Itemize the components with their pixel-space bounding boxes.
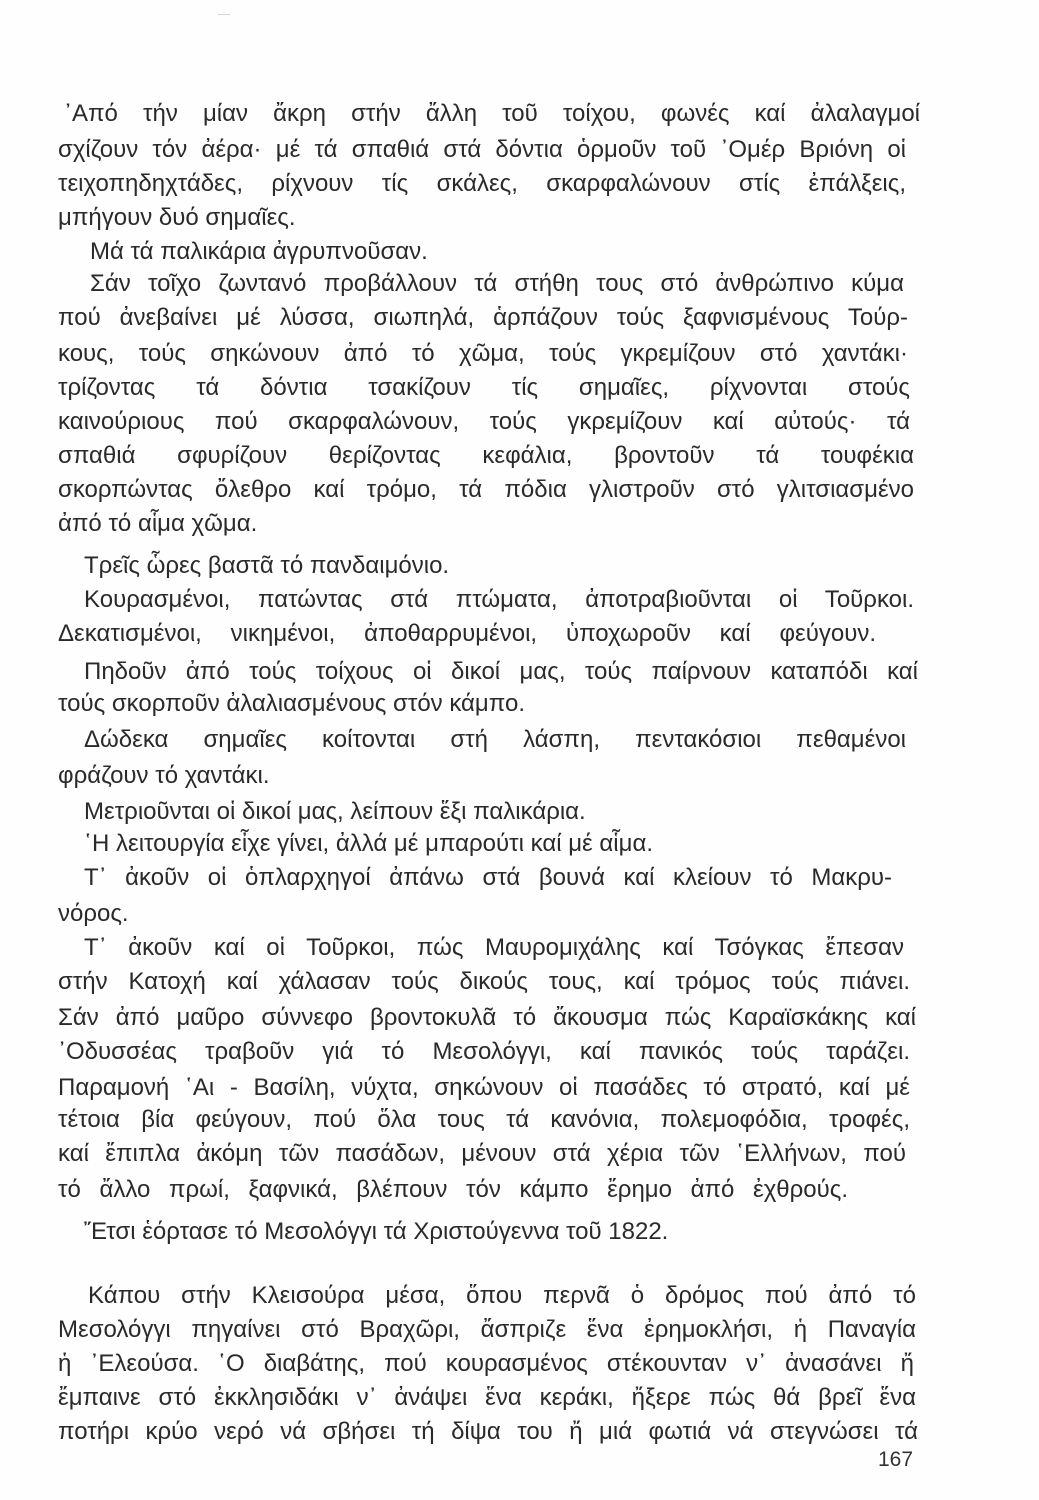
scan-mark [218, 14, 230, 15]
text-line: Κάπου στήν Κλεισούρα μέσα, ὅπου περνᾶ ὁ δρόμος πού ἀπό τό [88, 1282, 916, 1309]
text-line: ᾿Οδυσσέας τραβοῦν γιά τό Μεσολόγγι, καί πανικός τούς ταράζει. [58, 1038, 910, 1065]
text-line: Τρεῖς ὧρες βαστᾶ τό πανδαιμόνιο. [84, 552, 450, 579]
text-line: Μά τά παλικάρια ἀγρυπνοῦσαν. [90, 238, 428, 265]
text-line: Τ᾿ ἀκοῦν οἱ ὁπλαρχηγοί ἀπάνω στά βουνά καί κλείουν τό Μακρυ- [84, 864, 892, 891]
text-line: τέτοια βία φεύγουν, πού ὅλα τους τά κανόνια, πολεμοφόδια, τροφές, [58, 1106, 910, 1133]
text-line: Παραμονή ῾Αι - Βασίλη, νύχτα, σηκώνουν οἱ πασάδες τό στρατό, καί μέ [58, 1074, 910, 1101]
page-number: 167 [878, 1448, 914, 1471]
text-line: μπήγουν δυό σημαῖες. [58, 204, 296, 231]
text-line: Ἔτσι ἑόρτασε τό Μεσολόγγι τά Χριστούγεννα τοῦ 1822. [84, 1218, 669, 1245]
text-line: καινούριους πού σκαρφαλώνουν, τούς γκρεμίζουν καί αὐτούς· τά [58, 408, 910, 435]
text-line: Δώδεκα σημαῖες κοίτονται στή λάσπη, πεντακόσιοι πεθαμένοι [84, 726, 906, 753]
text-line: ἀπό τό αἷμα χῶμα. [58, 510, 258, 537]
text-line: Πηδοῦν ἀπό τούς τοίχους οἱ δικοί μας, τούς παίρνουν καταπόδι καί [84, 658, 918, 685]
text-line: Μεσολόγγι πηγαίνει στό Βραχῶρι, ἄσπριζε ἕνα ἐρημοκλήσι, ἡ Παναγία [58, 1316, 916, 1343]
text-line: τούς σκορποῦν ἀλαλιασμένους στόν κάμπο. [58, 690, 525, 717]
text-line: τειχοπηδηχτάδες, ρίχνουν τίς σκάλες, σκαρφαλώνουν στίς ἐπάλξεις, [58, 170, 906, 197]
text-line: Κουρασμένοι, πατώντας στά πτώματα, ἀποτραβιοῦνται οἱ Τοῦρκοι. [84, 586, 914, 613]
text-line: Σάν τοῖχο ζωντανό προβάλλουν τά στήθη τους στό ἀνθρώπινο κύμα [90, 270, 904, 297]
text-line: πού ἀνεβαίνει μέ λύσσα, σιωπηλά, ἁρπάζουν τούς ξαφνισμένους Τούρ- [58, 304, 908, 331]
text-line: Σάν ἀπό μαῦρο σύννεφο βροντοκυλᾶ τό ἄκουσμα πώς Καραϊσκάκης καί [58, 1004, 916, 1031]
text-line: ᾿Από τήν μίαν ἄκρη στήν ἄλλη τοῦ τοίχου, φωνές καί ἀλαλαγμοί [64, 100, 920, 127]
text-line: κους, τούς σηκώνουν ἀπό τό χῶμα, τούς γκρεμίζουν στό χαντάκι· [58, 340, 908, 367]
text-line: φράζουν τό χαντάκι. [58, 762, 270, 789]
text-line: σχίζουν τόν ἀέρα· μέ τά σπαθιά στά δόντια ὁρμοῦν τοῦ ᾿Ομέρ Βριόνη οἱ [58, 136, 906, 163]
text-line: Τ᾿ ἀκοῦν καί οἱ Τοῦρκοι, πώς Μαυρομιχάλης καί Τσόγκας ἔπεσαν [84, 934, 904, 961]
text-line: σκορπώντας ὄλεθρο καί τρόμο, τά πόδια γλιστροῦν στό γλιτσιασμένο [58, 476, 914, 503]
text-line: ποτήρι κρύο νερό νά σβήσει τή δίψα του ἤ μιά φωτιά νά στεγνώσει τά [58, 1418, 918, 1445]
text-line: ῾Η λειτουργία εἶχε γίνει, ἀλλά μέ μπαρούτι καί μέ αἷμα. [84, 830, 653, 857]
text-line: καί ἔπιπλα ἀκόμη τῶν πασάδων, μένουν στά χέρια τῶν ῾Ελλήνων, πού [58, 1140, 906, 1167]
text-line: ἔμπαινε στό ἐκκλησιδάκι ν᾿ ἀνάψει ἕνα κεράκι, ἤξερε πώς θά βρεῖ ἕνα [58, 1384, 916, 1411]
text-line: τό ἄλλο πρωί, ξαφνικά, βλέπουν τόν κάμπο ἔρημο ἀπό ἐχθρούς. [58, 1176, 848, 1203]
text-line: στήν Κατοχή καί χάλασαν τούς δικούς τους, καί τρόμος τούς πιάνει. [58, 968, 910, 995]
text-line: σπαθιά σφυρίζουν θερίζοντας κεφάλια, βροντοῦν τά τουφέκια [58, 442, 914, 469]
text-line: νόρος. [58, 900, 129, 927]
text-line: Μετριοῦνται οἱ δικοί μας, λείπουν ἕξι παλικάρια. [84, 798, 586, 825]
text-line: Δεκατισμένοι, νικημένοι, ἀποθαρρυμένοι, ὑποχωροῦν καί φεύγουν. [58, 620, 876, 647]
text-line: τρίζοντας τά δόντια τσακίζουν τίς σημαῖες, ρίχνονται στούς [58, 374, 910, 401]
text-line: ἡ ᾿Ελεούσα. ῾Ο διαβάτης, πού κουρασμένος στέκουνταν ν᾿ ἀνασάνει ἤ [58, 1350, 914, 1377]
